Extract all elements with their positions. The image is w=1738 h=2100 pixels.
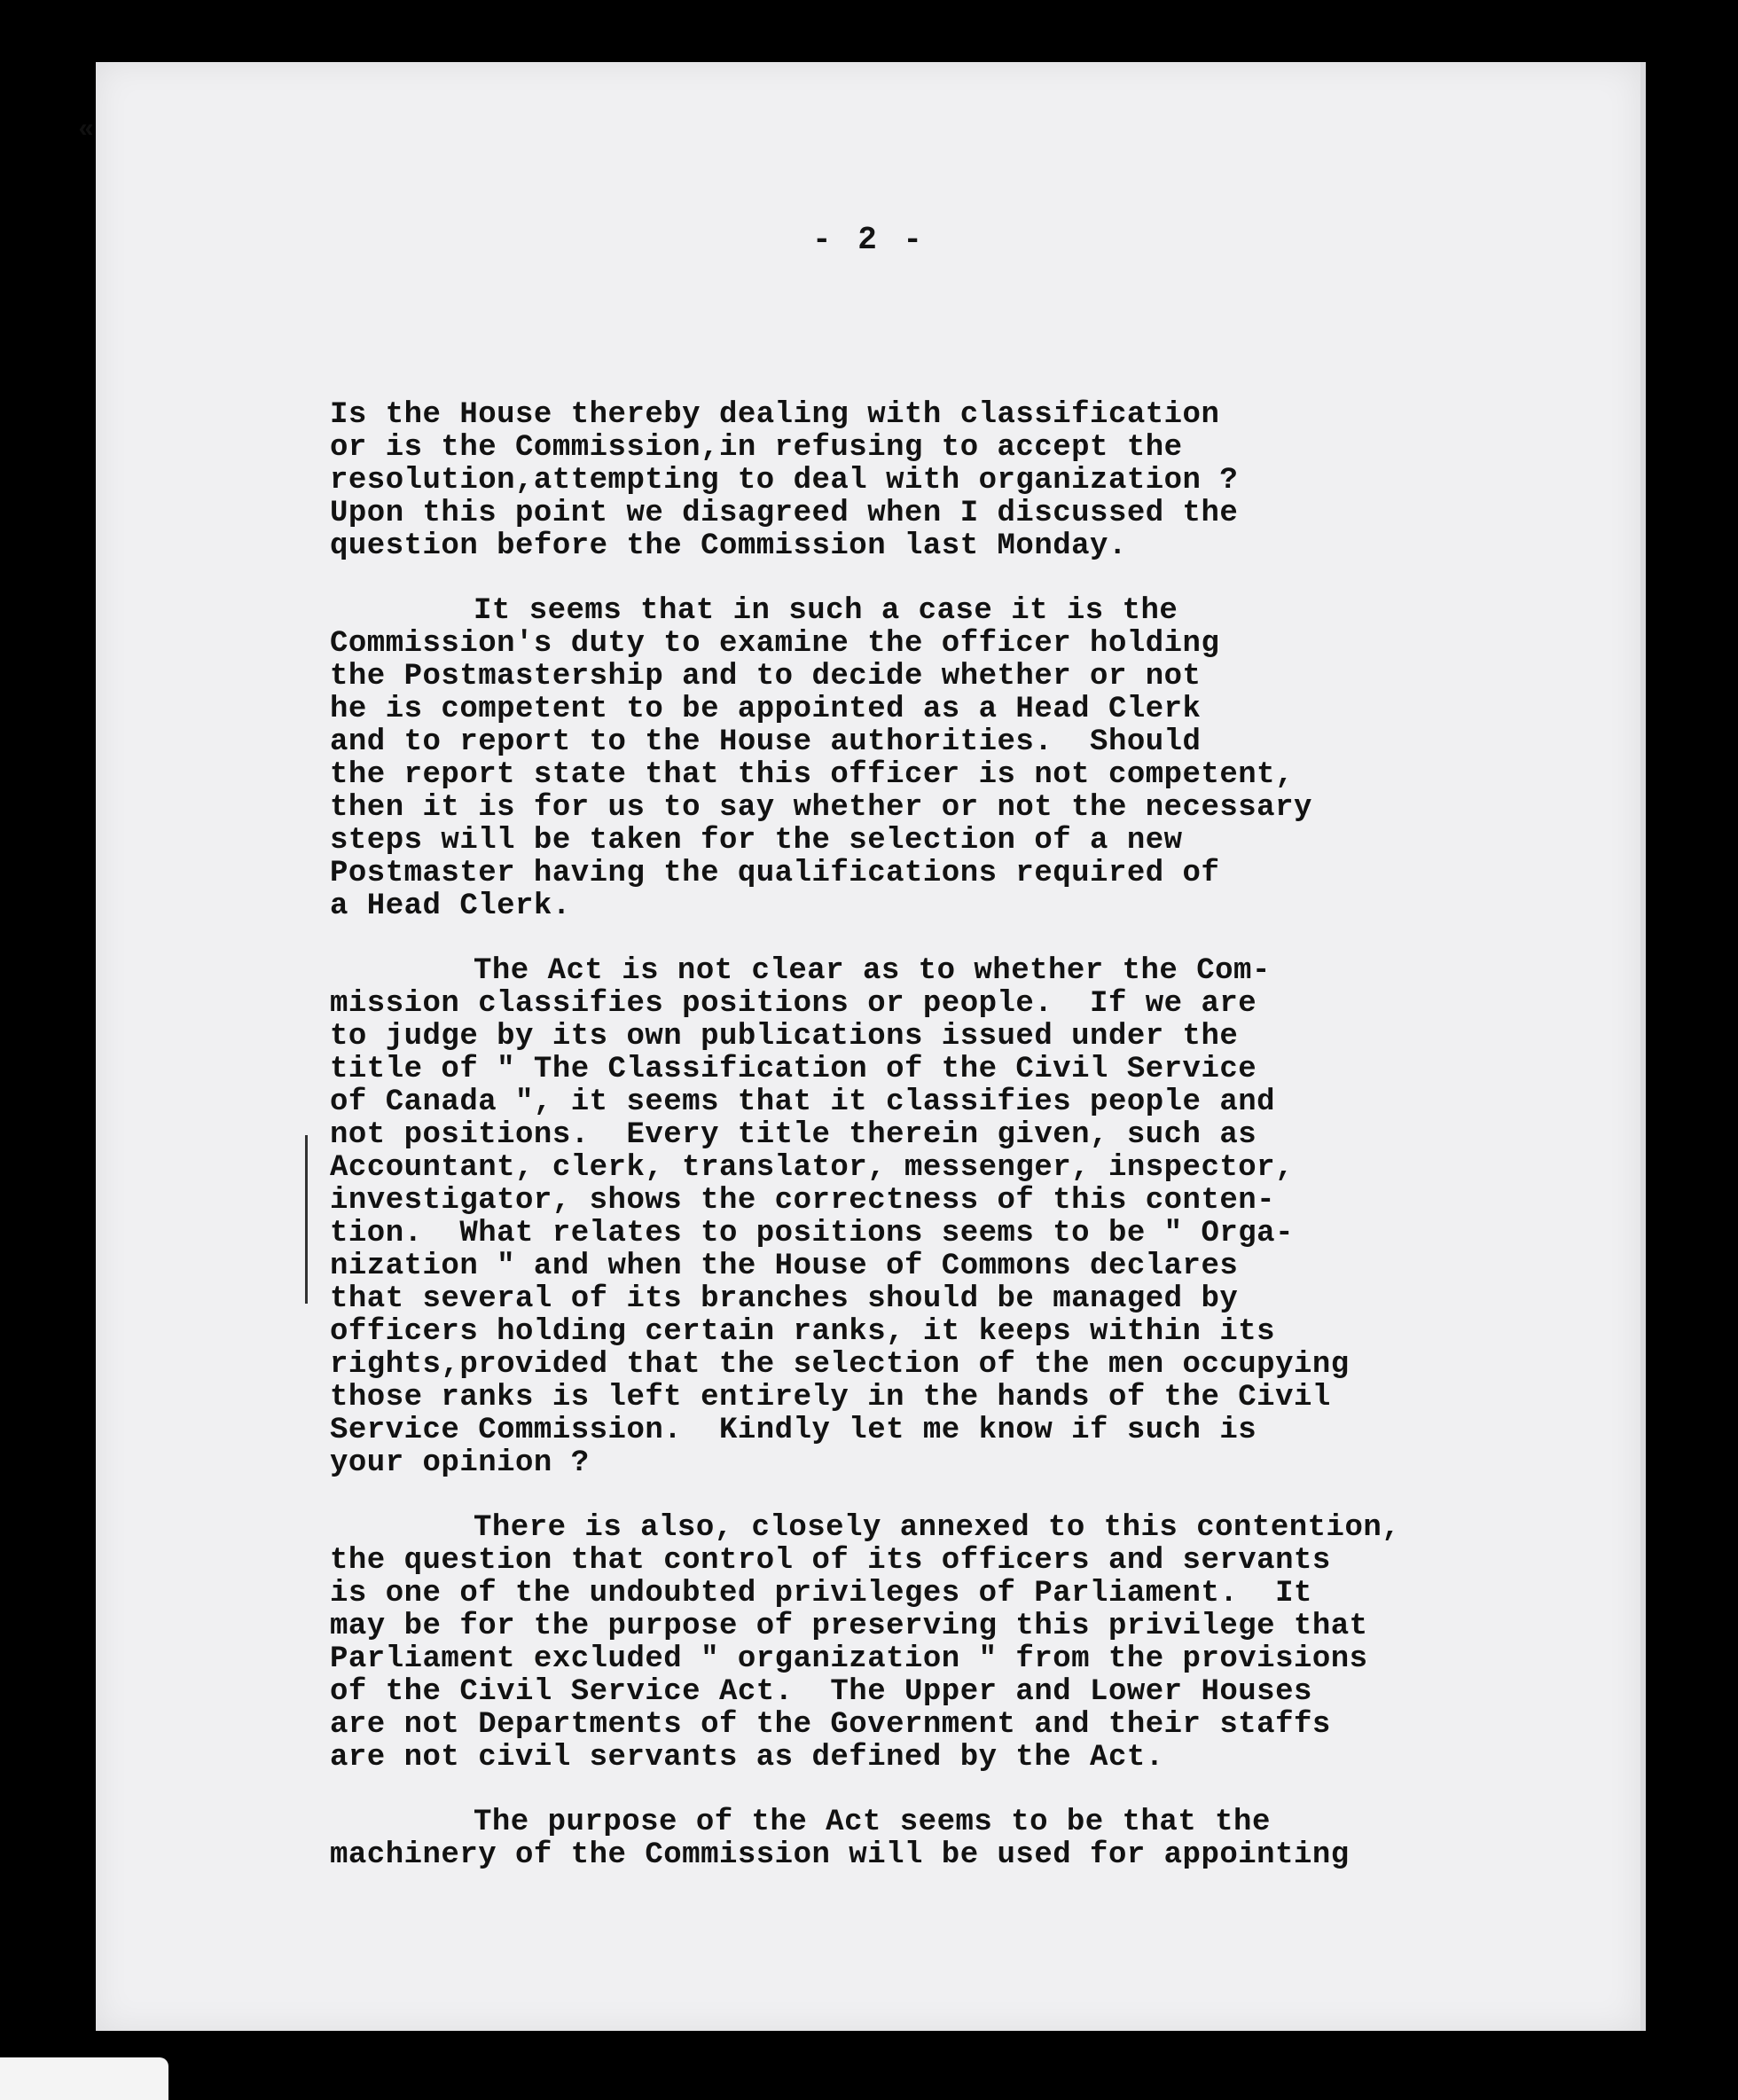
text-line: officers holding certain ranks, it keeps within its <box>330 1315 1276 1349</box>
text-line: Is the House thereby dealing with classification <box>330 398 1220 432</box>
text-line: rights,provided that the selection of the men occupying <box>330 1348 1350 1382</box>
text-line: may be for the purpose of preserving this privilege that <box>330 1610 1368 1643</box>
text-line: Postmaster having the qualifications required of <box>330 857 1220 890</box>
text-line: are not civil servants as defined by the Act. <box>330 1741 1164 1775</box>
text-line: a Head Clerk. <box>330 889 571 923</box>
page-number: - 2 - <box>811 222 927 258</box>
paragraph-5 <box>330 1806 1527 1872</box>
text-line: and to report to the House authorities. Should <box>330 725 1202 759</box>
text-line: the question that control of its officers and servants <box>330 1544 1331 1578</box>
text-line: resolution,attempting to deal with organization ? <box>330 464 1239 498</box>
text-line: are not Departments of the Government and their staffs <box>330 1708 1331 1742</box>
letter-body <box>330 399 1527 1904</box>
text-line: investigator, shows the correctness of this conten- <box>330 1184 1276 1218</box>
paragraph-4 <box>330 1512 1527 1775</box>
paragraph-2 <box>330 595 1527 923</box>
text-line: Commission's duty to examine the officer holding <box>330 627 1220 661</box>
text-line: The purpose of the Act seems to be that the <box>474 1806 1271 1839</box>
text-line: mission classifies positions or people. If we are <box>330 987 1257 1021</box>
text-line: of the Civil Service Act. The Upper and Lower Houses <box>330 1675 1312 1709</box>
text-line: of Canada ", it seems that it classifies people and <box>330 1085 1276 1119</box>
text-line: or is the Commission,in refusing to accept the <box>330 431 1183 465</box>
scan-edge-tab <box>0 2057 168 2100</box>
paragraph-3 <box>330 955 1527 1480</box>
text-line: title of " The Classification of the Civil Service <box>330 1053 1257 1086</box>
text-line: your opinion ? <box>330 1446 590 1480</box>
text-line: It seems that in such a case it is the <box>474 594 1178 628</box>
text-line: machinery of the Commission will be used for appointing <box>330 1838 1350 1872</box>
text-line: question before the Commission last Monday. <box>330 529 1127 563</box>
text-line: then it is for us to say whether or not the necessary <box>330 791 1312 825</box>
text-line: Service Commission. Kindly let me know if such is <box>330 1414 1257 1447</box>
text-line: not positions. Every title therein given, such as <box>330 1118 1257 1152</box>
text-line: Accountant, clerk, translator, messenger, inspector, <box>330 1151 1294 1185</box>
text-line: Upon this point we disagreed when I discussed the <box>330 497 1239 530</box>
page-edge <box>1640 62 1646 2031</box>
margin-annotation-line <box>305 1135 308 1304</box>
text-line: the Postmastership and to decide whether or not <box>330 660 1202 693</box>
text-line: steps will be taken for the selection of a new <box>330 824 1183 858</box>
text-line: tion. What relates to positions seems to be " Orga- <box>330 1217 1294 1250</box>
text-line: is one of the undoubted privileges of Parliament. It <box>330 1577 1312 1610</box>
text-line: those ranks is left entirely in the hands of the Civil <box>330 1381 1331 1414</box>
text-line: he is competent to be appointed as a Head Clerk <box>330 693 1202 726</box>
text-line: to judge by its own publications issued under the <box>330 1020 1239 1054</box>
paragraph-1 <box>330 399 1527 563</box>
text-line: There is also, closely annexed to this contention, <box>474 1511 1401 1545</box>
text-line: Parliament excluded " organization " from the provisions <box>330 1642 1368 1676</box>
text-line: nization " and when the House of Commons declares <box>330 1250 1239 1283</box>
margin-mark: « <box>78 115 95 145</box>
text-line: that several of its branches should be managed by <box>330 1282 1239 1316</box>
text-line: the report state that this officer is not competent, <box>330 758 1294 792</box>
text-line: The Act is not clear as to whether the Com- <box>474 954 1271 988</box>
